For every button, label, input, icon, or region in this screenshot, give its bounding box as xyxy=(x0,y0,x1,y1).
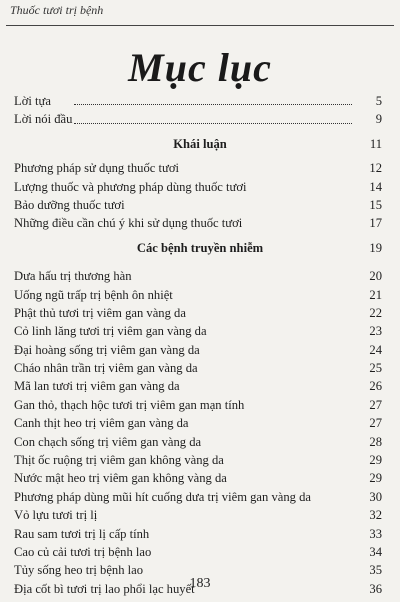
toc-entry-label: Con chạch sống trị viêm gan vàng da xyxy=(14,434,202,449)
dot-leader xyxy=(74,104,352,105)
toc-entry-label: Những điều cần chú ý khi sử dụng thuốc tươi xyxy=(14,216,243,231)
toc-entry-page: 23 xyxy=(369,324,382,339)
toc-entry-page: 15 xyxy=(369,197,382,212)
toc-entry-page: 20 xyxy=(369,269,382,284)
toc-entry-page: 12 xyxy=(369,161,382,176)
header-rule xyxy=(6,25,394,26)
toc-entry[interactable] xyxy=(14,341,386,359)
toc-entry-label: Lời nói đầu xyxy=(14,110,74,128)
toc-entry-page: 21 xyxy=(369,287,382,302)
toc-entry[interactable] xyxy=(14,396,386,414)
toc-entry-page: 30 xyxy=(369,489,382,504)
toc-entry-preface[interactable] xyxy=(14,92,386,110)
toc-entry-page: 25 xyxy=(369,361,382,376)
section-page: 19 xyxy=(369,240,382,255)
toc-entry[interactable] xyxy=(14,267,386,285)
toc-entry[interactable] xyxy=(14,433,386,451)
toc-entry-page: 27 xyxy=(369,416,382,431)
section-heading: Khái luận xyxy=(173,136,227,151)
toc-entry[interactable] xyxy=(14,525,386,543)
toc-entry[interactable] xyxy=(14,214,386,232)
toc-entry-page: 14 xyxy=(369,179,382,194)
dot-leader xyxy=(74,123,352,124)
toc-entry-label: Lời tựa xyxy=(14,92,53,110)
toc-entry-page: 5 xyxy=(375,94,382,108)
toc-entry-label: Thịt ốc ruộng trị viêm gan không vàng da xyxy=(14,453,224,468)
toc-entry-label: Phương pháp sử dụng thuốc tươi xyxy=(14,161,179,176)
toc-entry[interactable] xyxy=(14,159,386,177)
toc-entry-page: 36 xyxy=(369,581,382,596)
page-title: Mục lục xyxy=(128,45,272,90)
toc-section-general[interactable] xyxy=(14,135,386,153)
toc-entry-label: Vỏ lựu tươi trị lị xyxy=(14,508,98,523)
toc-entry-label: Nước mật heo trị viêm gan không vàng da xyxy=(14,471,227,486)
toc-entry-label: Dưa hấu trị thương hàn xyxy=(14,269,132,284)
section-heading: Các bệnh truyền nhiễm xyxy=(136,240,264,255)
toc-entry-label: Rau sam tươi trị lị cấp tính xyxy=(14,526,150,541)
toc-entry[interactable] xyxy=(14,178,386,196)
toc-entry-page: 35 xyxy=(369,563,382,578)
toc-entry-label: Mã lan tươi trị viêm gan vàng da xyxy=(14,379,180,394)
toc-entry-label: Phật thủ tươi trị viêm gan vàng da xyxy=(14,305,186,320)
toc-entry-page: 24 xyxy=(369,342,382,357)
toc-entry-label: Canh thịt heo trị viêm gan vàng da xyxy=(14,416,189,431)
toc-entry-label: Gan thỏ, thạch hộc tươi trị viêm gan mạn tính xyxy=(14,397,245,412)
toc-entry[interactable] xyxy=(14,196,386,214)
toc-entry-page: 33 xyxy=(369,526,382,541)
toc-entry[interactable] xyxy=(14,451,386,469)
toc-entry-page: 29 xyxy=(369,453,382,468)
toc-entry-page: 9 xyxy=(375,112,382,127)
toc-entry-label: Lượng thuốc và phương pháp dùng thuốc tươi xyxy=(14,179,247,194)
toc-entry[interactable] xyxy=(14,506,386,524)
toc-entry[interactable] xyxy=(14,469,386,487)
toc-entry-page: 26 xyxy=(369,379,382,394)
toc-section-infectious-diseases[interactable] xyxy=(14,239,386,257)
toc-entry-label: Cao củ cải tươi trị bệnh lao xyxy=(14,544,152,559)
toc-entry[interactable] xyxy=(14,359,386,377)
toc-entry[interactable] xyxy=(14,488,386,506)
toc-entry[interactable] xyxy=(14,304,386,322)
toc-entry-page: 22 xyxy=(369,305,382,320)
toc-entry[interactable] xyxy=(14,322,386,340)
toc-entry-page: 17 xyxy=(369,216,382,231)
toc-entry-label: Tủy sống heo trị bệnh lao xyxy=(14,563,144,578)
toc-entry-label: Bảo dưỡng thuốc tươi xyxy=(14,197,125,212)
toc-entry-page: 32 xyxy=(369,508,382,523)
toc-entry-label: Đại hoàng sống trị viêm gan vàng da xyxy=(14,342,200,357)
toc-entry[interactable] xyxy=(14,377,386,395)
toc-entry-label: Cỏ linh lăng tươi trị viêm gan vàng da xyxy=(14,324,207,339)
table-of-contents xyxy=(14,92,386,598)
running-head: Thuốc tươi trị bệnh xyxy=(10,3,104,17)
toc-entry-label: Cháo nhân trần trị viêm gan vàng da xyxy=(14,361,198,376)
toc-entry-foreword[interactable] xyxy=(14,110,386,128)
section-page: 11 xyxy=(369,136,382,151)
toc-entry-label: Phương pháp dùng mũi hít cuống dưa trị viêm gan vàng da xyxy=(14,489,311,504)
toc-entry-label: Địa cốt bì tươi trị lao phổi lạc huyết xyxy=(14,581,195,596)
toc-entry[interactable] xyxy=(14,414,386,432)
toc-entry-page: 27 xyxy=(369,397,382,412)
toc-entry-label: Uống ngũ trấp trị bệnh ôn nhiệt xyxy=(14,287,173,302)
toc-entry-page: 29 xyxy=(369,471,382,486)
toc-entry[interactable] xyxy=(14,286,386,304)
toc-entry[interactable] xyxy=(14,543,386,561)
toc-entry-page: 34 xyxy=(369,544,382,559)
toc-entry-page: 28 xyxy=(369,434,382,449)
page-number: 183 xyxy=(189,576,211,591)
